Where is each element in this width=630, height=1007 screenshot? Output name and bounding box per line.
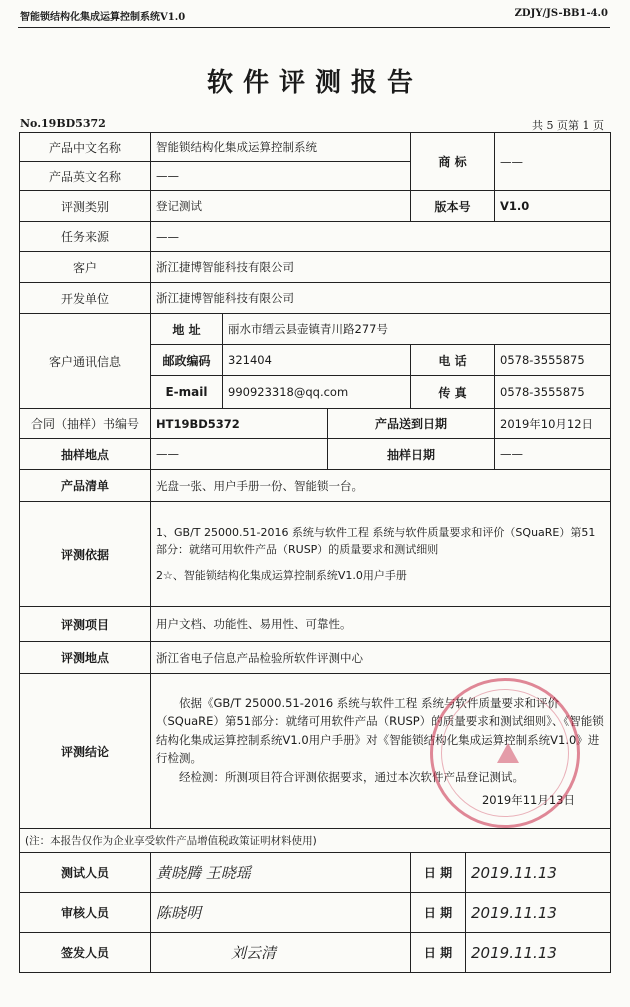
test-type-value: 登记测试 <box>151 191 411 222</box>
client-label: 客户 <box>20 252 151 283</box>
en-name-label: 产品英文名称 <box>20 162 151 191</box>
postcode-value: 321404 <box>223 345 411 376</box>
trademark-label: 商 标 <box>411 133 495 191</box>
contact-label: 客户通讯信息 <box>20 314 151 409</box>
contract-label: 合同（抽样）书编号 <box>20 409 151 439</box>
delivery-value: 2019年10月12日 <box>495 409 611 439</box>
tester-date: 2019.11.13 <box>466 853 611 893</box>
report-note: (注：本报告仅作为企业享受软件产品增值税政策证明材料使用) <box>20 829 611 853</box>
conclusion-label: 评测结论 <box>20 674 151 829</box>
phone-label: 电 话 <box>411 345 495 376</box>
address-value: 丽水市缙云县壶镇青川路277号 <box>223 314 611 345</box>
cn-name-label: 产品中文名称 <box>20 133 151 162</box>
page-info: 共 5 页第 1 页 <box>532 119 604 132</box>
tester-signature: 黄晓腾 王晓瑶 <box>151 853 411 893</box>
list-value: 光盘一张、用户手册一份、智能锁一台。 <box>151 470 611 502</box>
phone-value: 0578-3555875 <box>495 345 611 376</box>
conclusion-value <box>151 674 611 829</box>
items-value: 用户文档、功能性、易用性、可靠性。 <box>151 607 611 642</box>
task-source-label: 任务来源 <box>20 222 151 252</box>
report-number: No.19BD5372 <box>20 117 106 130</box>
version-value: V1.0 <box>495 191 611 222</box>
signer-date-label: 日 期 <box>411 933 466 973</box>
fax-value: 0578-3555875 <box>495 376 611 409</box>
sample-date-value: —— <box>495 439 611 470</box>
location-label: 评测地点 <box>20 642 151 674</box>
basis-item-2: 2☆、智能锁结构化集成运算控制系统V1.0用户手册 <box>156 568 407 582</box>
reviewer-date-label: 日 期 <box>411 893 466 933</box>
sample-date-label: 抽样日期 <box>328 439 495 470</box>
contract-value: HT19BD5372 <box>151 409 328 439</box>
items-label: 评测项目 <box>20 607 151 642</box>
client-value: 浙江捷博智能科技有限公司 <box>151 252 611 283</box>
header-doc-name: 智能锁结构化集成运算控制系统V1.0 <box>20 12 186 23</box>
email-value: 990923318@qq.com <box>223 376 411 409</box>
signer-label: 签发人员 <box>20 933 151 973</box>
trademark-value: —— <box>495 133 611 191</box>
signer-signature: 刘云清 <box>151 933 411 973</box>
test-type-label: 评测类别 <box>20 191 151 222</box>
developer-label: 开发单位 <box>20 283 151 314</box>
conclusion-paragraph-2: 经检测：所测项目符合评测依据要求，通过本次软件产品登记测试。 <box>179 769 524 784</box>
task-source-value: —— <box>151 222 611 252</box>
report-title: 软件评测报告 <box>206 68 423 98</box>
report-table <box>19 132 611 973</box>
sample-place-value: —— <box>151 439 328 470</box>
reviewer-signature: 陈晓明 <box>151 893 411 933</box>
basis-item-1: 1、GB/T 25000.51-2016 系统与软件工程 系统与软件质量要求和评价（SQuaRE）第51部分：就绪可用软件产品（RUSP）的质量要求和测试细则 <box>156 526 596 557</box>
cn-name-value: 智能锁结构化集成运算控制系统 <box>151 133 411 162</box>
reviewer-label: 审核人员 <box>20 893 151 933</box>
developer-value: 浙江捷博智能科技有限公司 <box>151 283 611 314</box>
conclusion-paragraph-1: 依据《GB/T 25000.51-2016 系统与软件工程 系统与软件质量要求和评价（SQuaRE）第51部分：就绪可用软件产品（RUSP）的质量要求和测试细则》、《智能锁结构化集成运算控制系统V1.0用户手册》对《智能锁结构化集成运算控制系统V1.0》进行检测。 <box>156 696 604 766</box>
basis-value <box>151 502 611 607</box>
signer-date: 2019.11.13 <box>466 933 611 973</box>
fax-label: 传 真 <box>411 376 495 409</box>
postcode-label: 邮政编码 <box>151 345 223 376</box>
version-label: 版本号 <box>411 191 495 222</box>
conclusion-date: 2019年11月13日 <box>481 792 576 807</box>
reviewer-date: 2019.11.13 <box>466 893 611 933</box>
sample-place-label: 抽样地点 <box>20 439 151 470</box>
header-doc-code: ZDJY/JS-BB1-4.0 <box>514 8 608 19</box>
location-value: 浙江省电子信息产品检验所软件评测中心 <box>151 642 611 674</box>
delivery-label: 产品送到日期 <box>328 409 495 439</box>
email-label: E-mail <box>151 376 223 409</box>
tester-date-label: 日 期 <box>411 853 466 893</box>
header-divider <box>18 27 610 28</box>
en-name-value: —— <box>151 162 411 191</box>
basis-label: 评测依据 <box>20 502 151 607</box>
list-label: 产品清单 <box>20 470 151 502</box>
address-label: 地 址 <box>151 314 223 345</box>
tester-label: 测试人员 <box>20 853 151 893</box>
